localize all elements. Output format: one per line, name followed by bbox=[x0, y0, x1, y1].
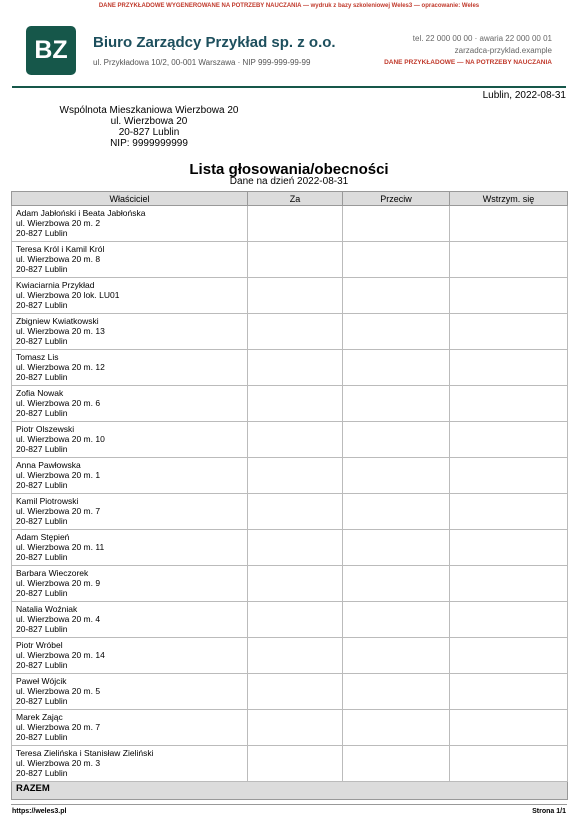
vote-for-cell bbox=[248, 242, 343, 278]
recipient-city: 20-827 Lublin bbox=[118, 127, 180, 138]
vote-for-cell bbox=[248, 674, 343, 710]
vote-abstain-cell bbox=[450, 746, 568, 782]
owner-cell bbox=[12, 206, 248, 242]
owner-city: 20-827 Lublin bbox=[16, 660, 68, 670]
owner-name: Paweł Wójcik bbox=[16, 676, 67, 686]
owner-city: 20-827 Lublin bbox=[16, 768, 68, 778]
owner-cell bbox=[12, 458, 248, 494]
owner-address: ul. Wierzbowa 20 m. 11 bbox=[16, 542, 105, 552]
owner-cell bbox=[12, 530, 248, 566]
owner-name: Natalia Woźniak bbox=[16, 604, 78, 614]
vote-against-cell bbox=[343, 350, 450, 386]
vote-for-cell bbox=[248, 638, 343, 674]
owner-cell bbox=[12, 638, 248, 674]
owner-address: ul. Wierzbowa 20 m. 2 bbox=[16, 218, 101, 228]
summary-row bbox=[12, 782, 568, 800]
table-row bbox=[12, 638, 568, 674]
table-row bbox=[12, 386, 568, 422]
table-row bbox=[12, 206, 568, 242]
owner-address: ul. Wierzbowa 20 m. 10 bbox=[16, 434, 105, 444]
company-name: Biuro Zarządcy Przykład sp. z o.o. bbox=[93, 34, 336, 51]
table-row bbox=[12, 530, 568, 566]
table-row bbox=[12, 242, 568, 278]
owner-cell bbox=[12, 242, 248, 278]
company-website: zarzadca-przyklad.example bbox=[454, 46, 552, 55]
vote-abstain-cell bbox=[450, 458, 568, 494]
vote-abstain-cell bbox=[450, 422, 568, 458]
vote-abstain-cell bbox=[450, 494, 568, 530]
owner-city: 20-827 Lublin bbox=[16, 624, 68, 634]
recipient-block bbox=[54, 105, 244, 149]
owner-address: ul. Wierzbowa 20 m. 6 bbox=[16, 398, 101, 408]
owner-city: 20-827 Lublin bbox=[16, 444, 68, 454]
header-divider bbox=[12, 86, 566, 88]
owner-cell bbox=[12, 314, 248, 350]
table-row bbox=[12, 710, 568, 746]
vote-abstain-cell bbox=[450, 674, 568, 710]
table-row bbox=[12, 422, 568, 458]
owner-city: 20-827 Lublin bbox=[16, 696, 68, 706]
table-row bbox=[12, 494, 568, 530]
owner-name: Kwiaciarnia Przykład bbox=[16, 280, 95, 290]
company-address: ul. Przykładowa 10/2, 00-001 Warszawa · NIP 999-999-99-99 bbox=[93, 58, 311, 67]
owner-city: 20-827 Lublin bbox=[16, 372, 68, 382]
owner-city: 20-827 Lublin bbox=[16, 516, 68, 526]
owner-address: ul. Wierzbowa 20 m. 13 bbox=[16, 326, 105, 336]
recipient-name: Wspólnota Mieszkaniowa Wierzbowa 20 bbox=[59, 105, 239, 116]
table-row bbox=[12, 566, 568, 602]
owner-city: 20-827 Lublin bbox=[16, 336, 68, 346]
vote-abstain-cell bbox=[450, 206, 568, 242]
table-row bbox=[12, 746, 568, 782]
vote-abstain-cell bbox=[450, 350, 568, 386]
vote-for-cell bbox=[248, 602, 343, 638]
vote-against-cell bbox=[343, 494, 450, 530]
owner-name: Kamil Piotrowski bbox=[16, 496, 79, 506]
owner-cell bbox=[12, 710, 248, 746]
vote-against-cell bbox=[343, 602, 450, 638]
vote-against-cell bbox=[343, 566, 450, 602]
recipient-nip: NIP: 9999999999 bbox=[110, 138, 188, 149]
vote-for-cell bbox=[248, 386, 343, 422]
vote-against-cell bbox=[343, 314, 450, 350]
company-logo: BZ bbox=[26, 26, 76, 75]
vote-against-cell bbox=[343, 242, 450, 278]
document-subtitle: Dane na dzień 2022-08-31 bbox=[229, 176, 349, 187]
vote-against-cell bbox=[343, 206, 450, 242]
owner-address: ul. Wierzbowa 20 m. 12 bbox=[16, 362, 105, 372]
owner-city: 20-827 Lublin bbox=[16, 480, 68, 490]
table-row bbox=[12, 602, 568, 638]
vote-abstain-cell bbox=[450, 314, 568, 350]
owner-address: ul. Wierzbowa 20 m. 14 bbox=[16, 650, 105, 660]
owner-name: Teresa Król i Kamil Król bbox=[16, 244, 105, 254]
owner-cell bbox=[12, 674, 248, 710]
footer-divider bbox=[11, 804, 567, 805]
owner-cell bbox=[12, 566, 248, 602]
owner-cell bbox=[12, 422, 248, 458]
vote-abstain-cell bbox=[450, 386, 568, 422]
vote-against-cell bbox=[343, 386, 450, 422]
vote-against-cell bbox=[343, 674, 450, 710]
owner-name: Tomasz Lis bbox=[16, 352, 59, 362]
owner-city: 20-827 Lublin bbox=[16, 228, 68, 238]
table-row bbox=[12, 458, 568, 494]
owner-name: Piotr Olszewski bbox=[16, 424, 75, 434]
owner-address: ul. Wierzbowa 20 m. 8 bbox=[16, 254, 101, 264]
vote-against-cell bbox=[343, 278, 450, 314]
owner-cell bbox=[12, 350, 248, 386]
training-data-banner: DANE PRZYKŁADOWE WYGENEROWANE NA POTRZEBY NAUCZANIA — wydruk z bazy szkoleniowej Weles3 — opracowanie: Weles bbox=[98, 3, 480, 9]
vote-for-cell bbox=[248, 278, 343, 314]
vote-abstain-cell bbox=[450, 710, 568, 746]
vote-against-cell bbox=[343, 530, 450, 566]
owner-cell bbox=[12, 746, 248, 782]
owner-name: Adam Stępień bbox=[16, 532, 70, 542]
owner-city: 20-827 Lublin bbox=[16, 552, 68, 562]
table-header-row bbox=[12, 192, 568, 206]
vote-abstain-cell bbox=[450, 530, 568, 566]
owner-address: ul. Wierzbowa 20 m. 5 bbox=[16, 686, 101, 696]
vote-for-cell bbox=[248, 458, 343, 494]
owner-name: Barbara Wieczorek bbox=[16, 568, 89, 578]
vote-for-cell bbox=[248, 350, 343, 386]
owner-city: 20-827 Lublin bbox=[16, 408, 68, 418]
table-row bbox=[12, 278, 568, 314]
owner-city: 20-827 Lublin bbox=[16, 300, 68, 310]
owner-name: Anna Pawłowska bbox=[16, 460, 81, 470]
company-phone: tel. 22 000 00 00 · awaria 22 000 00 01 bbox=[412, 34, 552, 43]
recipient-street: ul. Wierzbowa 20 bbox=[110, 116, 188, 127]
owner-city: 20-827 Lublin bbox=[16, 264, 68, 274]
column-header-abstain: Wstrzym. się bbox=[450, 192, 568, 206]
vote-abstain-cell bbox=[450, 242, 568, 278]
column-header-against: Przeciw bbox=[343, 192, 450, 206]
owner-cell bbox=[12, 494, 248, 530]
vote-abstain-cell bbox=[450, 566, 568, 602]
owner-cell bbox=[12, 278, 248, 314]
owner-name: Teresa Zielińska i Stanisław Zieliński bbox=[16, 748, 154, 758]
vote-abstain-cell bbox=[450, 278, 568, 314]
voting-table bbox=[11, 191, 568, 800]
vote-against-cell bbox=[343, 458, 450, 494]
owner-address: ul. Wierzbowa 20 m. 4 bbox=[16, 614, 101, 624]
vote-for-cell bbox=[248, 566, 343, 602]
table-row bbox=[12, 674, 568, 710]
owner-address: ul. Wierzbowa 20 lok. LU01 bbox=[16, 290, 120, 300]
vote-for-cell bbox=[248, 206, 343, 242]
owner-address: ul. Wierzbowa 20 m. 7 bbox=[16, 722, 101, 732]
owner-city: 20-827 Lublin bbox=[16, 588, 68, 598]
owner-name: Piotr Wróbel bbox=[16, 640, 63, 650]
owner-address: ul. Wierzbowa 20 m. 1 bbox=[16, 470, 101, 480]
vote-for-cell bbox=[248, 422, 343, 458]
vote-for-cell bbox=[248, 710, 343, 746]
owner-name: Zofia Nowak bbox=[16, 388, 64, 398]
vote-for-cell bbox=[248, 314, 343, 350]
vote-against-cell bbox=[343, 638, 450, 674]
owner-name: Zbigniew Kwiatkowski bbox=[16, 316, 99, 326]
page-number: Strona 1/1 bbox=[532, 808, 566, 815]
column-header-for: Za bbox=[248, 192, 343, 206]
vote-against-cell bbox=[343, 746, 450, 782]
owner-city: 20-827 Lublin bbox=[16, 732, 68, 742]
owner-name: Adam Jabłoński i Beata Jabłońska bbox=[16, 208, 146, 218]
footer-url: https://weles3.pl bbox=[12, 808, 67, 815]
owner-address: ul. Wierzbowa 20 m. 3 bbox=[16, 758, 101, 768]
place-date: Lublin, 2022-08-31 bbox=[482, 90, 566, 101]
owner-cell bbox=[12, 602, 248, 638]
vote-against-cell bbox=[343, 422, 450, 458]
vote-for-cell bbox=[248, 494, 343, 530]
table-row bbox=[12, 350, 568, 386]
company-sample-note: DANE PRZYKŁADOWE — NA POTRZEBY NAUCZANIA bbox=[384, 59, 552, 66]
vote-abstain-cell bbox=[450, 602, 568, 638]
table-row bbox=[12, 314, 568, 350]
column-header-owner: Właściciel bbox=[12, 192, 248, 206]
vote-for-cell bbox=[248, 530, 343, 566]
owner-name: Marek Zając bbox=[16, 712, 63, 722]
vote-against-cell bbox=[343, 710, 450, 746]
owner-cell bbox=[12, 386, 248, 422]
summary-label: RAZEM bbox=[12, 782, 568, 800]
document-title: Lista głosowania/obecności bbox=[189, 161, 389, 178]
owner-address: ul. Wierzbowa 20 m. 7 bbox=[16, 506, 101, 516]
vote-abstain-cell bbox=[450, 638, 568, 674]
vote-for-cell bbox=[248, 746, 343, 782]
owner-address: ul. Wierzbowa 20 m. 9 bbox=[16, 578, 101, 588]
